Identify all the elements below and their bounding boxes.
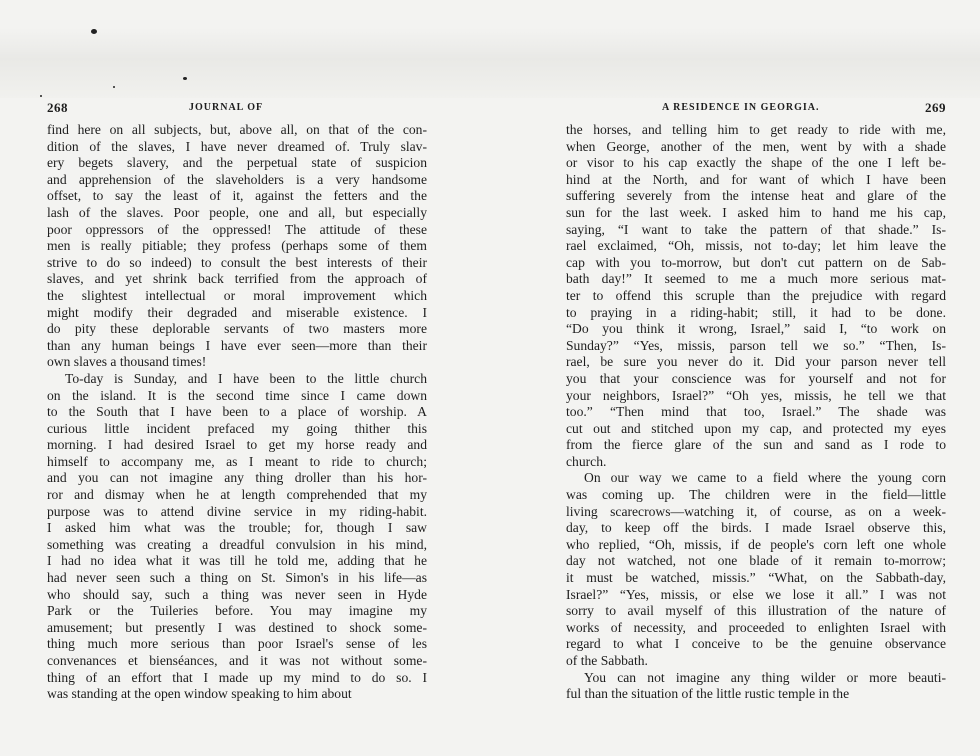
ink-speck (91, 29, 97, 34)
text-line: of the Sabbath. (566, 653, 648, 668)
page-number: 269 (925, 100, 946, 115)
text-line: strive to do so indeed) to consult the best interests of their (47, 254, 427, 270)
text-line: and apprehension of the slaveholders is a very handsome (47, 171, 427, 187)
ink-speck (183, 77, 187, 80)
text-line: might modify their degraded and miserable existence. I (47, 304, 427, 320)
text-line: day, to keep off the birds. I made Israel observe this, (566, 520, 946, 536)
paragraph (566, 122, 946, 470)
text-line: cut out and stitched upon my cap, and protected my eyes (566, 420, 946, 436)
text-line: ery begets slavery, and the perpetual state of suspicion (47, 155, 427, 171)
text-line: on the island. It is the second time since I came down (47, 387, 427, 403)
text-line: rael, be sure you never do it. Did your parson never tell (566, 354, 946, 370)
text-line: church. (566, 453, 607, 469)
text-line: thing of an effort that I made up my mind to do so. I (47, 669, 427, 685)
text-line: too.” “Then mind that too, Israel.” The shade was (566, 404, 946, 420)
text-line: do pity these deplorable servants of two masters more (47, 321, 427, 337)
text-line: Park or the Tuileries before. You may imagine my (47, 603, 427, 619)
text-line: On our way we came to a field where the young corn (584, 470, 946, 486)
text-line: regard to what I conceive to be the genuine observance (566, 636, 946, 652)
text-line: to the South that I have been to a place of worship. A (47, 404, 427, 420)
scan-shading (0, 28, 980, 98)
text-line: and you can not imagine any thing droller than his hor- (47, 470, 427, 486)
text-line: had never seen such a thing on St. Simon's in his life—as (47, 570, 427, 586)
text-line: works of necessity, and proceeded to enlighten Israel with (566, 619, 946, 635)
paragraph (47, 122, 427, 371)
text-line: dition of the slaves, I have never dreamed of. Truly slav- (47, 138, 427, 154)
text-line: men is really pitiable; they profess (perhaps some of them (47, 238, 427, 254)
paragraph (566, 670, 946, 703)
text-line: who should say, such a thing was never seen in Hyde (47, 586, 427, 602)
ink-speck (113, 86, 115, 88)
text-line: than any human beings I have ever seen—more than their (47, 337, 427, 353)
text-line: ter to offend this scruple than the prejudice with regard (566, 287, 946, 303)
text-line: morning. I had desired Israel to get my horse ready and (47, 437, 427, 453)
text-line: saying, “I want to take the pattern of that shade.” Is- (566, 221, 946, 237)
text-line: suffering severely from the intense heat and glare of the (566, 188, 946, 204)
text-line: find here on all subjects, but, above all, on that of the con- (47, 122, 427, 137)
left-page (47, 100, 427, 703)
text-line: Israel?” “Yes, missis, or else we lose it all.” I was not (566, 586, 946, 602)
text-line: You can not imagine any thing wilder or more beauti- (584, 669, 946, 685)
text-line: when George, another of the men, went by with a shade (566, 138, 946, 154)
text-line: the slightest intellectual or moral improvement which (47, 287, 427, 303)
page-number: 268 (47, 100, 68, 115)
ink-speck (40, 95, 42, 97)
paragraph (566, 470, 946, 669)
text-line: slaves, and yet shrink back terrified from the approach of (47, 271, 427, 287)
text-line: you that your conscience was for yourself and not for (566, 370, 946, 386)
text-line: cap with you to-morrow, but don't cut pattern on de Sab- (566, 254, 946, 270)
text-line: your neighbors, Israel?” “Oh yes, missis, he tell we that (566, 387, 946, 403)
text-line: convenances et bienséances, and it was not without some- (47, 653, 427, 668)
text-line: something was creating a dreadful convulsion in his mind, (47, 536, 427, 552)
right-page-body (566, 122, 946, 703)
text-line: I asked him what was the trouble; for, though I saw (47, 520, 427, 536)
right-page-header (566, 100, 946, 122)
text-line: lash of the slaves. Poor people, one and all, but especially (47, 204, 427, 220)
text-line: ful than the situation of the little rustic temple in the (566, 686, 850, 702)
right-page (566, 100, 946, 703)
text-line: amusement; but presently I was destined to shock some- (47, 619, 427, 635)
text-line: offset, to say the least of it, against the fetters and the (47, 188, 427, 204)
text-line: thing much more serious than poor Israel's sense of les (47, 636, 427, 652)
left-page-header (47, 100, 427, 122)
running-head: JOURNAL OF (189, 102, 264, 113)
text-line: sun for the last week. I asked him to hand me his cap, (566, 204, 946, 220)
text-line: rael exclaimed, “Oh, missis, not to-day; let him leave the (566, 238, 946, 254)
text-line: To-day is Sunday, and I have been to the little church (65, 370, 427, 386)
text-line: Sunday?” “Yes, missis, parson tell we so.” “Then, Is- (566, 337, 946, 353)
text-line: poor oppressors of the oppressed! The attitude of these (47, 221, 427, 237)
text-line: own slaves a thousand times! (47, 354, 207, 370)
text-line: purpose was to attend divine service in my riding-habit. (47, 503, 427, 519)
text-line: from the fierce glare of the sun and sand as I rode to (566, 437, 946, 453)
text-line: sorry to avail myself of this illustration of the nature of (566, 603, 946, 619)
running-head: A RESIDENCE IN GEORGIA. (662, 102, 820, 113)
text-line: bath day!” It seemed to me a much more serious mat- (566, 271, 946, 287)
text-line: to praying in a riding-habit; still, it had to be done. (566, 304, 946, 320)
text-line: who replied, “Oh, missis, if de people's corn left one whole (566, 536, 946, 552)
text-line: “Do you think it wrong, Israel,” said I, “to work on (566, 321, 946, 337)
text-line: hind at the North, and for want of which I have been (566, 171, 946, 187)
text-line: living scarecrows—watching it, of course, as on a week- (566, 503, 946, 519)
text-line: I had no idea what it was till he told me, adding that he (47, 553, 427, 569)
text-line: or visor to his cap exactly the shape of the one I left be- (566, 155, 946, 171)
text-line: ror and dismay when he at length comprehended that my (47, 487, 427, 503)
text-line: it must be watched, missis.” “What, on the Sabbath-day, (566, 570, 946, 586)
text-line: himself to accompany me, as I meant to ride to church; (47, 453, 427, 469)
text-line: the horses, and telling him to get ready to ride with me, (566, 122, 946, 137)
text-line: was coming up. The children were in the field—little (566, 487, 946, 503)
text-line: curious little incident prefaced my going thither this (47, 420, 427, 436)
left-page-body (47, 122, 427, 703)
text-line: was standing at the open window speaking to him about (47, 686, 352, 702)
text-line: day not watched, not one blade of it remain to-morrow; (566, 553, 946, 569)
paragraph (47, 371, 427, 703)
